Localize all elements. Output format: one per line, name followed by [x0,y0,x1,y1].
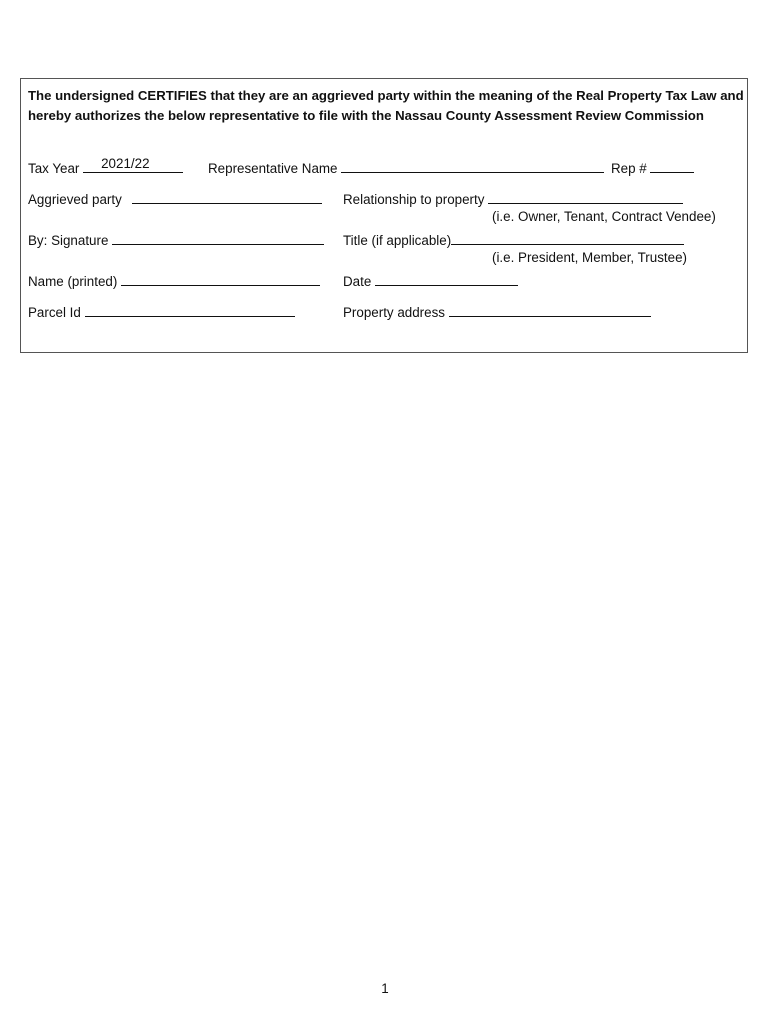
representative-name-input[interactable] [341,158,604,173]
rep-number-input[interactable] [650,158,694,173]
title-input[interactable] [451,230,684,245]
certification-statement [28,86,744,126]
title-hint: (i.e. President, Member, Trustee) [492,250,687,265]
title-label: Title (if applicable) [343,233,452,248]
aggrieved-party-input[interactable] [132,189,322,204]
signature-field [28,230,324,249]
parcel-id-input[interactable] [85,302,295,317]
property-address-field [343,302,651,321]
certification-line-1: The undersigned CERTIFIES that they are an aggrieved party within the meaning of the Real Property Tax Law and [28,88,744,103]
name-printed-label: Name (printed) [28,274,118,289]
representative-name-label: Representative Name [208,161,338,176]
tax-year-value: 2021/22 [101,156,150,171]
page-number: 1 [381,981,389,996]
rep-number-label: Rep # [611,161,647,176]
title-field [343,230,684,249]
relationship-input[interactable] [488,189,683,204]
aggrieved-party-label: Aggrieved party [28,192,122,207]
signature-input[interactable] [112,230,324,245]
date-field [343,271,518,290]
property-address-label: Property address [343,305,445,320]
tax-year-label: Tax Year [28,161,80,176]
name-printed-input[interactable] [121,271,320,286]
rep-number-field [611,158,694,177]
aggrieved-party-field [28,189,322,208]
certification-line-2: hereby authorizes the below representative to file with the Nassau County Assessment Review Commission [28,108,704,123]
tax-year-field [28,158,183,177]
date-input[interactable] [375,271,518,286]
representative-name-field [208,158,604,177]
date-label: Date [343,274,372,289]
relationship-label: Relationship to property [343,192,485,207]
signature-label: By: Signature [28,233,109,248]
property-address-input[interactable] [449,302,651,317]
relationship-field [343,189,683,208]
parcel-id-label: Parcel Id [28,305,81,320]
authorization-form [20,78,748,353]
name-printed-field [28,271,320,290]
tax-year-input[interactable] [83,158,183,173]
parcel-id-field [28,302,295,321]
relationship-hint: (i.e. Owner, Tenant, Contract Vendee) [492,209,716,224]
